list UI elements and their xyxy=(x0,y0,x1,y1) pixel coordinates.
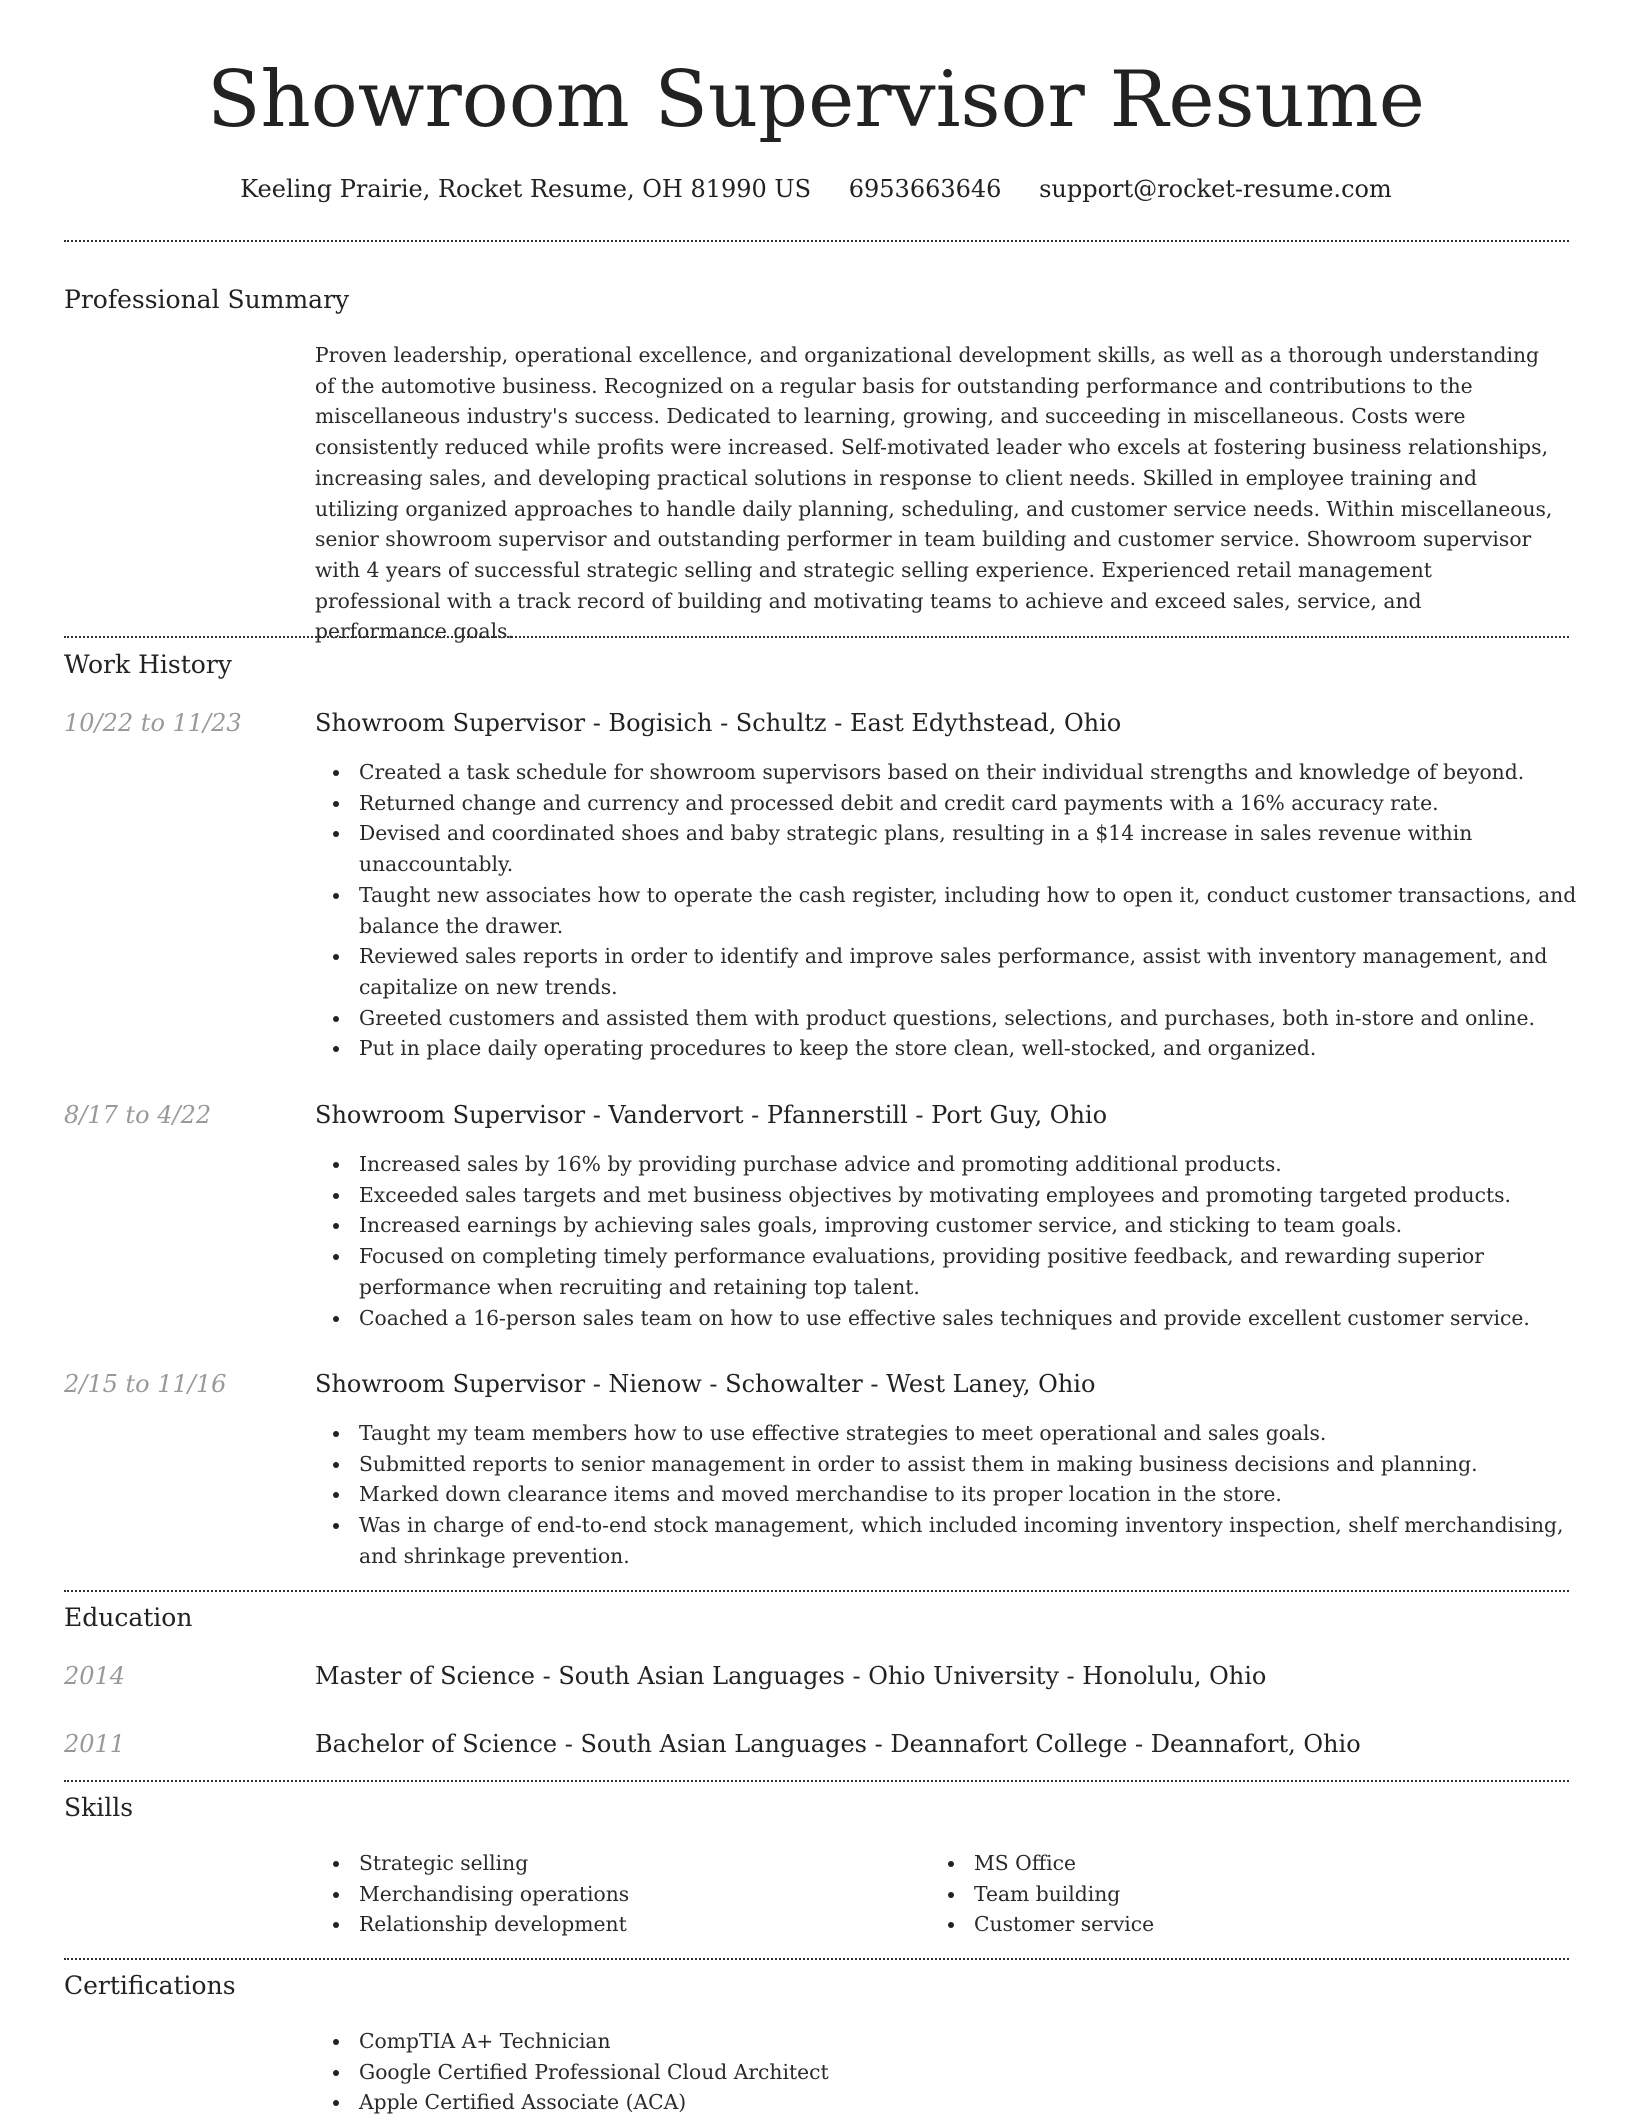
contact-line xyxy=(0,171,1632,207)
job-duty: Was in charge of end-to-end stock management, which included incoming inventory inspection, shelf merchandising, and shrinkage prevention. xyxy=(359,1510,1577,1571)
job-duty: Increased sales by 16% by providing purchase advice and promoting additional products. xyxy=(359,1149,1577,1180)
work-history-heading: Work History xyxy=(64,650,232,679)
contact-address: Keeling Prairie, Rocket Resume, OH 81990 US xyxy=(240,175,812,203)
job-duty: Coached a 16-person sales team on how to use effective sales techniques and provide excellent customer service. xyxy=(359,1303,1577,1334)
skill-item: Relationship development xyxy=(359,1909,875,1940)
skill-item: MS Office xyxy=(974,1848,1490,1879)
job-duty: Focused on completing timely performance evaluations, providing positive feedback, and rewarding superior performance when recruiting and retaining top talent. xyxy=(359,1241,1577,1302)
job-duty: Devised and coordinated shoes and baby strategic plans, resulting in a $14 increase in sales revenue within unaccountably. xyxy=(359,818,1577,879)
skill-item: Merchandising operations xyxy=(359,1879,875,1910)
job-duty: Marked down clearance items and moved merchandise to its proper location in the store. xyxy=(359,1479,1577,1510)
certification-item: CompTIA A+ Technician xyxy=(359,2026,1577,2057)
job-duties-list xyxy=(315,1149,1577,1333)
job-duty: Created a task schedule for showroom supervisors based on their individual strengths and knowledge of beyond. xyxy=(359,757,1577,788)
job-duty: Returned change and currency and processed debit and credit card payments with a 16% accuracy rate. xyxy=(359,788,1577,819)
summary-heading: Professional Summary xyxy=(64,285,350,314)
job-duty: Reviewed sales reports in order to identify and improve sales performance, assist with inventory management, and capitalize on new trends. xyxy=(359,941,1577,1002)
certifications-list xyxy=(315,2026,1577,2118)
summary-text: Proven leadership, operational excellence, and organizational development skills, as well as a thorough understanding of the automotive business. Recognized on a regular basis for outstanding performance and contributions to the miscellaneous industry's success. Dedicated to learning, growing, and succeeding in miscellaneous. Costs were consistently reduced while profits were increased. Self-motivated leader who excels at fostering business relationships, increasing sales, and developing practical solutions in response to client needs. Skilled in employee training and utilizing organized approaches to handle daily planning, scheduling, and customer service needs. Within miscellaneous, senior showroom supervisor and outstanding performer in team building and customer service. Showroom supervisor with 4 years of successful strategic selling and strategic selling experience. Experienced retail management professional with a track record of building and motivating teams to achieve and exceed sales, service, and performance goals. xyxy=(315,343,1553,644)
education-year: 2014 xyxy=(64,1662,126,1690)
job-title: Showroom Supervisor - Bogisich - Schultz - East Edythstead, Ohio xyxy=(315,709,1122,737)
resume-title: Showroom Supervisor Resume xyxy=(207,55,1425,145)
job-duty: Put in place daily operating procedures to keep the store clean, well-stocked, and organized. xyxy=(359,1033,1577,1064)
job-dates: 8/17 to 4/22 xyxy=(64,1101,212,1129)
skill-item: Team building xyxy=(974,1879,1490,1910)
job-duty: Submitted reports to senior management in order to assist them in making business decisions and planning. xyxy=(359,1449,1577,1480)
skill-item: Customer service xyxy=(974,1909,1490,1940)
job-duties-list xyxy=(315,757,1577,1064)
education-degree: Master of Science - South Asian Languages - Ohio University - Honolulu, Ohio xyxy=(315,1662,1267,1690)
job-duties-list xyxy=(315,1418,1577,1572)
job-duty: Greeted customers and assisted them with product questions, selections, and purchases, both in-store and online. xyxy=(359,1003,1577,1034)
certification-item: Apple Certified Associate (ACA) xyxy=(359,2087,1577,2118)
skill-item: Strategic selling xyxy=(359,1848,875,1879)
skills-heading: Skills xyxy=(64,1793,134,1822)
skills-list-right xyxy=(930,1848,1490,1940)
education-degree: Bachelor of Science - South Asian Languages - Deannafort College - Deannafort, Ohio xyxy=(315,1730,1361,1758)
job-title: Showroom Supervisor - Vandervort - Pfannerstill - Port Guy, Ohio xyxy=(315,1101,1108,1129)
section-divider xyxy=(64,1958,1569,1960)
skills-list-left xyxy=(315,1848,875,1940)
certification-item: Google Certified Professional Cloud Architect xyxy=(359,2057,1577,2088)
job-duty: Exceeded sales targets and met business objectives by motivating employees and promoting targeted products. xyxy=(359,1180,1577,1211)
education-heading: Education xyxy=(64,1603,193,1632)
job-duty: Increased earnings by achieving sales goals, improving customer service, and sticking to team goals. xyxy=(359,1210,1577,1241)
section-divider xyxy=(64,636,1569,638)
contact-phone: 6953663646 xyxy=(848,175,1002,203)
job-dates: 10/22 to 11/23 xyxy=(64,709,242,737)
job-dates: 2/15 to 11/16 xyxy=(64,1370,227,1398)
job-title: Showroom Supervisor - Nienow - Schowalter - West Laney, Ohio xyxy=(315,1370,1096,1398)
job-duty: Taught my team members how to use effective strategies to meet operational and sales goals. xyxy=(359,1418,1577,1449)
section-divider xyxy=(64,1590,1569,1592)
contact-email: support@rocket-resume.com xyxy=(1039,175,1392,203)
section-divider xyxy=(64,240,1569,242)
section-divider xyxy=(64,1780,1569,1782)
certifications-heading: Certifications xyxy=(64,1971,236,2000)
education-year: 2011 xyxy=(64,1730,126,1758)
job-duty: Taught new associates how to operate the cash register, including how to open it, conduct customer transactions, and balance the drawer. xyxy=(359,880,1577,941)
